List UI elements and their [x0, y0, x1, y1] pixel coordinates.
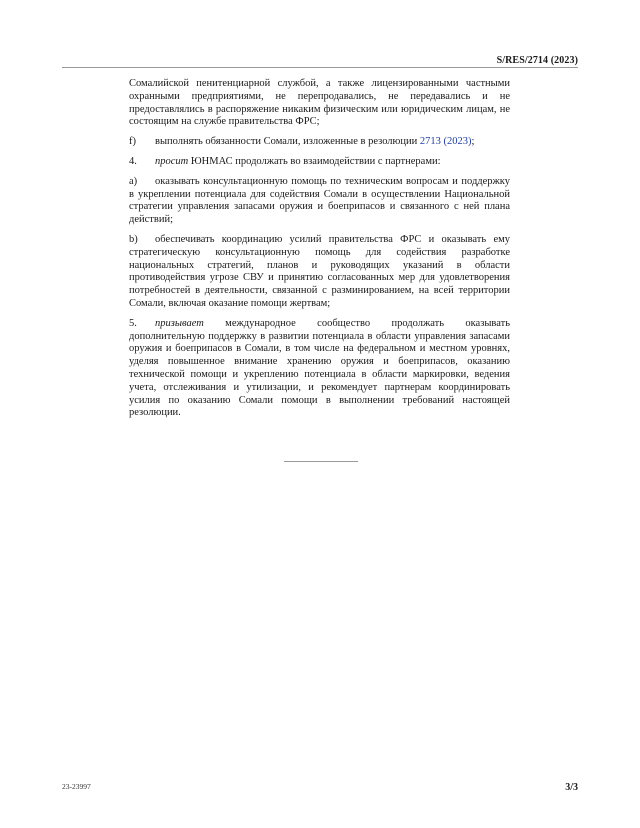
resolution-body: [129, 78, 510, 427]
subparagraph-text: обеспечивать координацию усилий правительства ФРС и оказывать ему стратегическую консультационную помощь для содействия разработке национальных стратегий, планов и руководящих указаний в области противодействия угрозе СВУ и принятию согласованных мер для удовлетворения потребностей в деятельности, связанной с разминированием, на всей территории Сомали, включая оказание помощи жертвам;: [129, 233, 510, 309]
subparagraph-marker: f): [129, 136, 136, 148]
operative-verb: просит: [155, 155, 189, 167]
subparagraph-f: [129, 136, 510, 149]
paragraph-text: международное сообщество продолжать оказывать дополнительную поддержку в развитии потенциала в области управления запасами оружия и боеприпасов в Сомали, в том числе на федеральном и местном уровнях, уделяя повышенное внимание хранению оружия и боеприпасов, оказанию технической помощи и укреплению потенциала в области маркировки, ведения учета, отслеживания и утилизации, и рекомендует партнерам координировать усилия по оказанию Сомали помощи в выполнении требований настоящей резолюции.: [129, 317, 510, 419]
resolution-link[interactable]: 2713 (2023): [419, 136, 472, 148]
subparagraph-b: [129, 234, 510, 311]
document-number: 23-23997: [62, 782, 91, 791]
operative-paragraph-5: [129, 318, 510, 420]
subparagraph-text: оказывать консультационную помощь по техническим вопросам и поддержку в укреплении потенциала для содействия Сомали в осуществлении Национальной стратегии управления запасами оружия и боеприпасов и связанного с ней плана действий;: [129, 175, 510, 226]
paragraph-text: ЮНМАС продолжать во взаимодействии с партнерами:: [188, 155, 441, 167]
document-symbol: S/RES/2714 (2023): [496, 55, 578, 66]
paragraph-continuation: Сомалийской пенитенциарной службой, а также лицензированными частными охранными предприятиями, не перепродавались, не передавались и не предоставлялись в распоряжение никаким физическим или юридическим лицам, не состоящим на службе правительства ФРС;: [129, 78, 510, 128]
end-of-document-rule: [284, 461, 358, 462]
header-divider: [62, 67, 578, 68]
paragraph-number: 4.: [129, 155, 137, 167]
operative-paragraph-4: [129, 156, 510, 169]
operative-verb: призывает: [155, 317, 204, 329]
paragraph-number: 5.: [129, 317, 137, 329]
subparagraph-marker: b): [129, 233, 138, 245]
page-number: 3/3: [565, 782, 578, 793]
subparagraph-end: ;: [471, 136, 475, 148]
subparagraph-marker: a): [129, 175, 138, 187]
subparagraph-text: выполнять обязанности Сомали, изложенные в резолюции: [155, 136, 420, 148]
subparagraph-a: [129, 176, 510, 227]
